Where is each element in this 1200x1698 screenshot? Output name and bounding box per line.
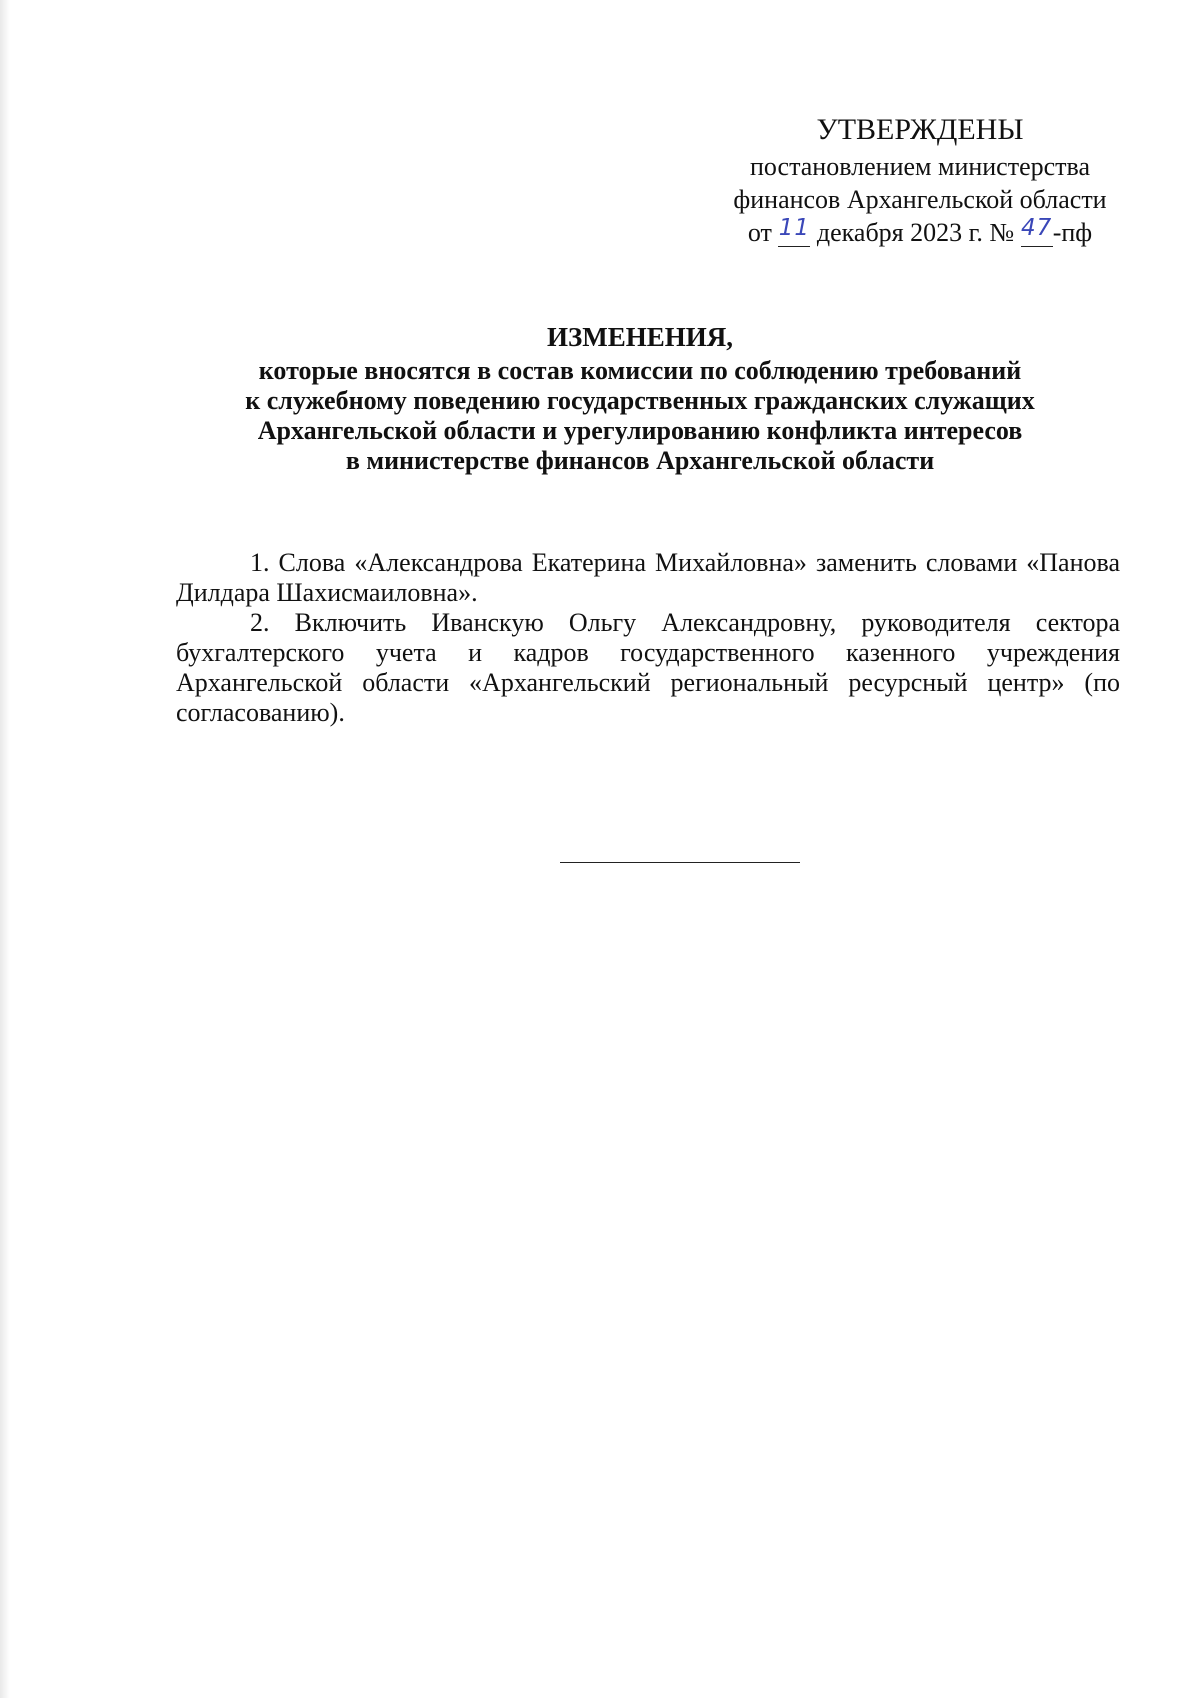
- subtitle-line-2: к служебному поведению государственных гражданских служащих: [245, 386, 1035, 415]
- number-handwritten: 47: [1021, 215, 1053, 241]
- list-item-1: 1. Слова «Александрова Екатерина Михайловна» заменить словами «Панова Дилдара Шахисмаиловна».: [176, 548, 1120, 607]
- scan-page-edge: [0, 0, 10, 1698]
- list-item-2: 2. Включить Иванскую Ольгу Александровну, руководителя сектора бухгалтерского учета и кадров государственного казенного учреждения Архангельской области «Архангельский региональный ресурсный центр» (по согласованию).: [176, 608, 1120, 727]
- subtitle-line-1: которые вносятся в состав комиссии по соблюдению требований: [258, 356, 1022, 385]
- document-title-block: [160, 320, 1120, 476]
- end-of-document-rule: [560, 862, 800, 863]
- subtitle-line-4: в министерстве финансов Архангельской области: [345, 446, 935, 475]
- date-middle: декабря 2023 г. №: [816, 218, 1015, 247]
- approval-stamp-block: [640, 112, 1120, 249]
- day-handwritten: 11: [778, 215, 811, 241]
- number-blank: [1021, 215, 1053, 247]
- document-body: [176, 548, 1120, 728]
- subtitle-line-3: Архангельской области и урегулированию конфликта интересов: [257, 416, 1023, 445]
- day-blank: [778, 215, 811, 247]
- approval-date-line: [640, 216, 1120, 249]
- approval-heading: УТВЕРЖДЕНЫ: [816, 113, 1024, 146]
- document-title: ИЗМЕНЕНИЯ,: [546, 322, 733, 352]
- approval-line-2: финансов Архангельской области: [733, 185, 1107, 214]
- approval-line-1: постановлением министерства: [749, 152, 1091, 181]
- number-suffix: -пф: [1052, 218, 1093, 247]
- date-prefix: от: [747, 218, 772, 247]
